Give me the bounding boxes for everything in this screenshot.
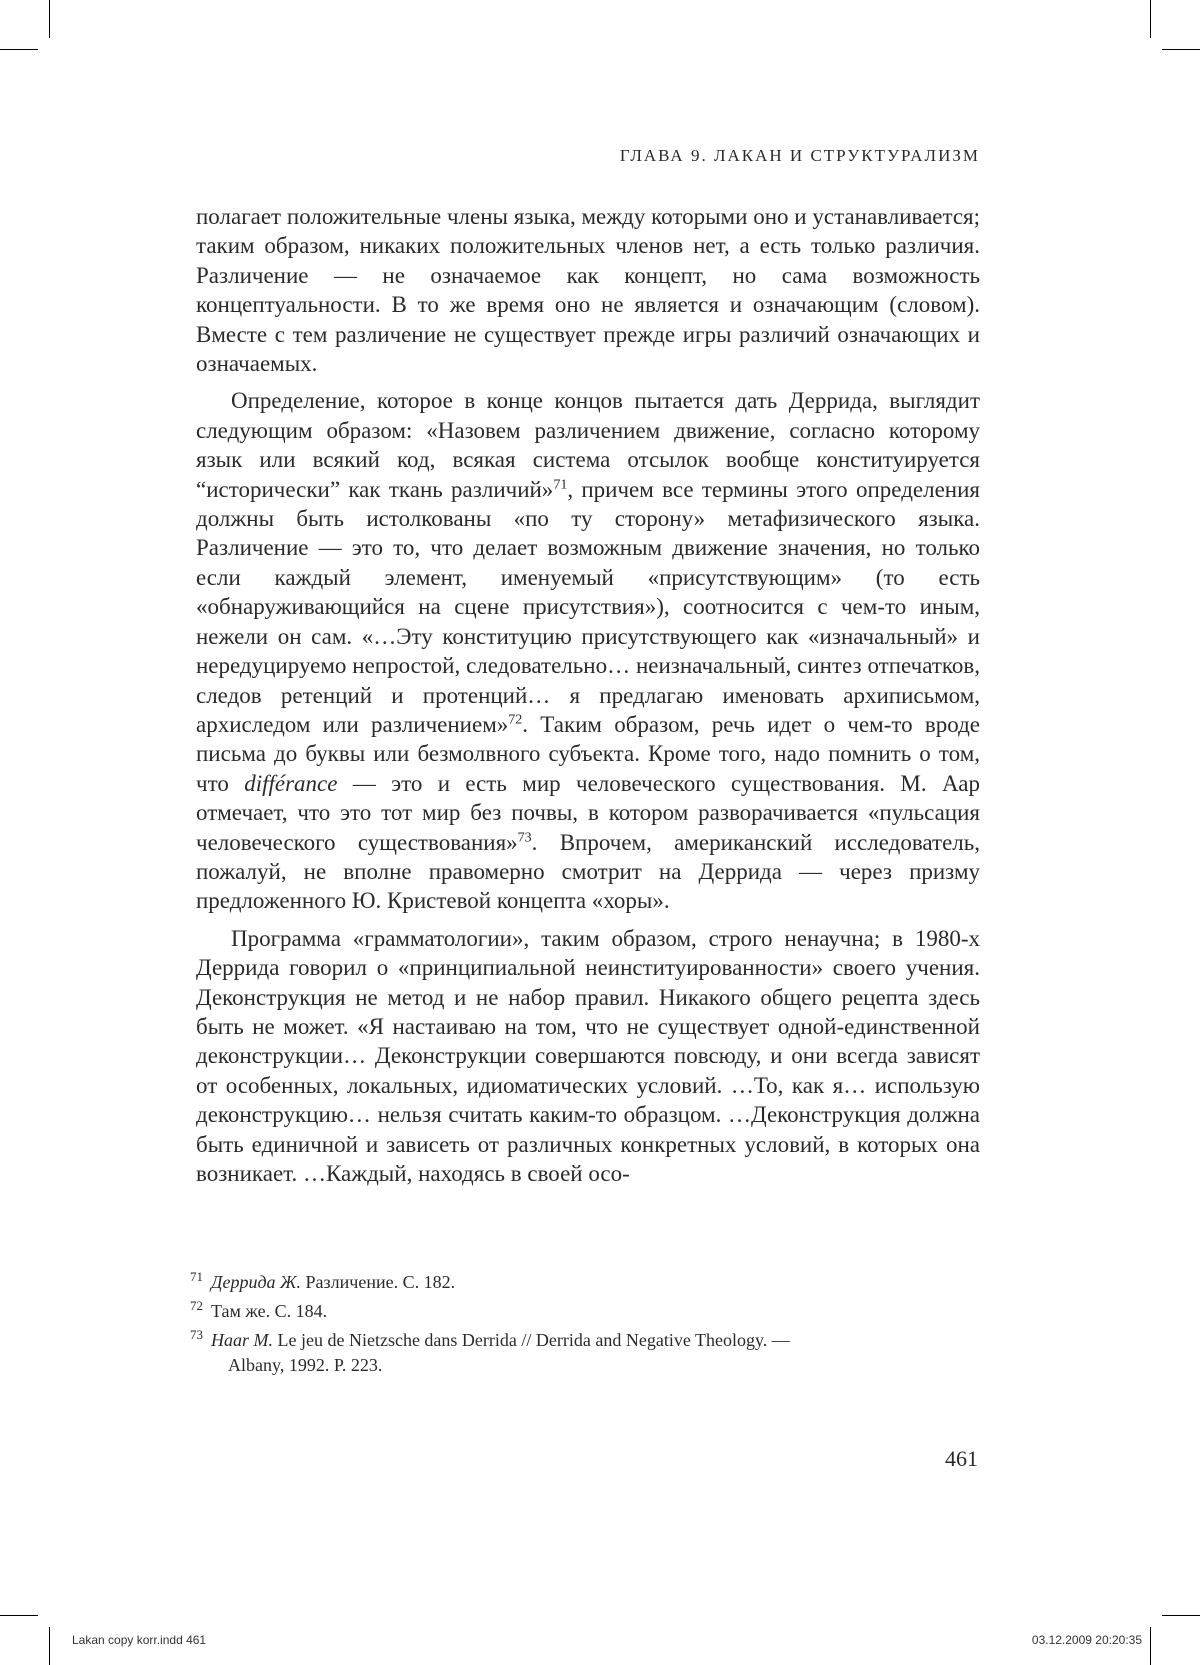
paragraph-2-text: — это и есть мир человеческого существования. М. Аар отмечает, что это тот мир без почвы, в котором разворачивается «пульсация человеческого существования» — [196, 770, 980, 855]
paragraph-2 — [196, 386, 980, 915]
paragraph-1: полагает положительные члены языка, между которыми оно и устанавливается; таким образом, никаких положительных членов нет, а есть только различия. Различение — не означаемое как концепт, но сама возможность концептуальности. В то же время оно не является и означающим (словом). Вместе с тем различение не существует прежде игры различий означающих и означаемых. — [196, 204, 980, 377]
page-number: 461 — [945, 1446, 978, 1471]
crop-mark — [0, 49, 38, 50]
paragraph-2-text: . Таким образом, речь идет о чем-то вроде письма до буквы или безмолвного субъекта. Кроме того, надо помнить о том, что — [196, 711, 981, 796]
crop-mark — [1150, 0, 1151, 38]
footnote-ref-71[interactable]: 71 — [553, 477, 568, 492]
crop-mark — [0, 1615, 38, 1616]
running-header: ГЛАВА 9. ЛАКАН И СТРУКТУРАЛИЗМ — [619, 146, 980, 165]
crop-mark — [1162, 1615, 1200, 1616]
crop-mark — [1162, 49, 1200, 50]
italic-term: différance — [244, 770, 338, 796]
footnote-text: Le jeu de Nietzsche dans Derrida // Derrida and Negative Theology. — — [273, 1330, 790, 1350]
footnote-author: Haar M. — [211, 1330, 273, 1350]
crop-mark — [1150, 1627, 1151, 1665]
footnote-72 — [190, 1293, 980, 1324]
footnote-ref-73[interactable]: 73 — [517, 829, 532, 845]
crop-mark — [49, 1627, 50, 1665]
footnote-author: Деррида Ж. — [211, 1272, 302, 1292]
body-text — [196, 202, 980, 1188]
slug-datetime: 03.12.2009 20:20:35 — [1031, 1633, 1142, 1647]
paragraph-2-text: , причем все термины этого определения должны быть истолкованы «по ту сторону» метафизического языка. Различение — это то, что делает возможным движение значения, но только если каждый элемент, именуемый «присутствующим» (то есть «обнаруживающийся на сцене присутствия»), соотносится с чем-то иным, нежели он сам. «…Эту конституцию присутствующего как «изначальный» и нередуцируемо непростой, следовательно… неизначальный, синтез отпечатков, следов ретенций и протенций… я предлагаю именовать архиписьмом, архиследом или различением» — [196, 476, 980, 737]
footnote-number: 71 — [190, 1269, 203, 1284]
slug-filename: Lakan copy korr.indd 461 — [72, 1633, 207, 1647]
paragraph-3: Программа «грамматологии», таким образом, строго ненаучна; в 1980-х Деррида говорил о «принципиальной неинституированности» своего учения. Деконструкция не метод и не набор правил. Никакого общего рецепта здесь быть не может. «Я настаиваю на том, что не существует одной-единственной деконструкции… Деконструкции совершаются повсюду, и они всегда зависят от особенных, локальных, идиоматических условий. …То, как я… использую деконструкцию… нельзя считать каким-то образцом. …Деконструкция должна быть единичной и зависеть от различных конкретных условий, в которых она возникает. …Каждый, находясь в своей осо- — [196, 925, 980, 1186]
footnote-71 — [190, 1264, 980, 1295]
footnote-73 — [190, 1322, 980, 1378]
footnote-text: Albany, 1992. P. 223. — [228, 1355, 383, 1375]
footnote-number: 73 — [190, 1327, 203, 1342]
footnote-text: Там же. С. 184. — [211, 1301, 328, 1321]
paragraph-2-text: . Впрочем, американский исследователь, пожалуй, не вполне правомерно смотрит на Деррида — через призму предложенного Ю. Кристевой концепта «хоры». — [196, 829, 981, 914]
crop-mark — [49, 0, 50, 38]
paragraph-2-text: Определение, которое в конце концов пытается дать Деррида, выглядит следующим образом: «Назовем различением движение, согласно которому язык или всякий код, всякая система отсылок вообще конституируется “исторически” как ткань различий» — [196, 388, 980, 502]
footnote-ref-72[interactable]: 72 — [508, 712, 523, 728]
footnote-number: 72 — [190, 1298, 203, 1313]
footnote-text: Различение. С. 182. — [301, 1272, 456, 1292]
